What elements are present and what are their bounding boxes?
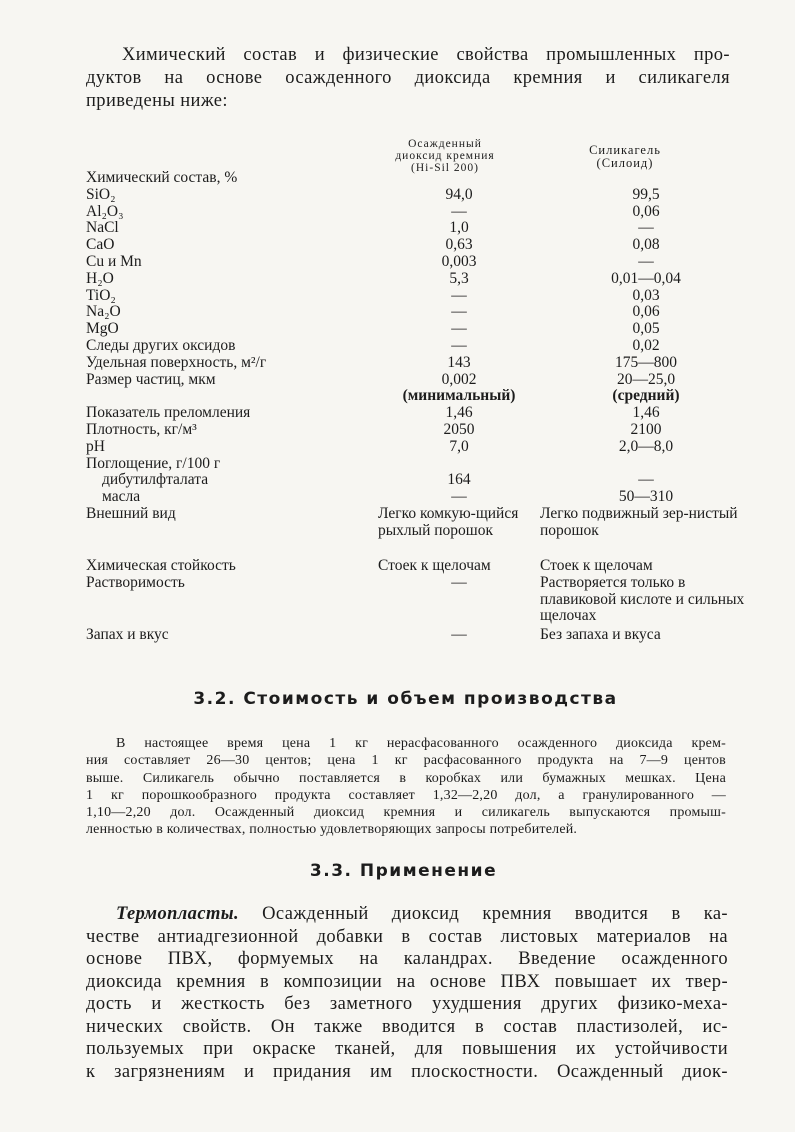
- intro-paragraph: [86, 44, 730, 113]
- table-row: [86, 220, 752, 237]
- text-line: [86, 903, 728, 926]
- value-precipitated-silica: 7,0: [449, 437, 469, 455]
- header-line: Силикагель: [589, 143, 661, 157]
- value-silica-gel: 0,02: [632, 336, 660, 354]
- value-precipitated-silica: —: [451, 625, 467, 643]
- table-row: [86, 575, 752, 627]
- value-precipitated-silica: 143: [447, 353, 471, 371]
- value-silica-gel: —: [638, 471, 654, 489]
- value-precipitated-silica: —: [451, 286, 467, 304]
- value-silica-gel: Без запаха и вкуса: [540, 625, 661, 643]
- table-row: [86, 237, 752, 254]
- value-silica-gel: 50—310: [618, 488, 674, 506]
- property-label: SiO₂: [86, 185, 116, 203]
- table-row: [86, 187, 752, 204]
- text-line: приведены ниже:: [86, 91, 228, 111]
- table-row: [86, 254, 752, 271]
- property-label: Плотность, кг/м³: [86, 420, 197, 438]
- value-silica-gel: 2,0—8,0: [618, 437, 674, 455]
- value-precipitated-silica: —: [451, 320, 467, 338]
- property-label: CaO: [86, 236, 115, 254]
- text-line: дость и жесткость без заметного ухудшения других физико-меха-: [86, 994, 728, 1014]
- property-label: H₂O: [86, 269, 114, 287]
- text-line: к загрязнениям и придания им плоскостности. Осажденный диок-: [86, 1061, 728, 1082]
- text-line: 1 кг порошкообразного продукта составляет 1,32—2,20 дол, а гранулированного —: [86, 787, 726, 803]
- text-line: 1,10—2,20 дол. Осажденный диоксид кремния и силикагель выпускаются промыш-: [86, 805, 726, 821]
- value-precipitated-silica: —: [451, 488, 467, 506]
- property-label: MgO: [86, 320, 119, 338]
- value-silica-gel: 20—25,0: [616, 370, 676, 388]
- table-row: [86, 506, 752, 558]
- table-row: [86, 388, 752, 405]
- property-label: Показатель преломления: [86, 404, 251, 422]
- value-precipitated-silica: —: [451, 573, 467, 591]
- section-title-cost: 3.2. Стоимость и объем производства: [193, 689, 618, 709]
- text-line: В настоящее время цена 1 кг нерасфасованного осажденного диоксида крем-: [116, 736, 726, 751]
- value-precipitated-silica: 0,002: [441, 370, 477, 388]
- value-precipitated-silica: Стоек к щелочам: [378, 556, 491, 574]
- table-row: [86, 372, 752, 389]
- text-line: диоксида кремния в композиции на основе ПВХ повышает их твер-: [86, 971, 728, 992]
- property-label: NaCl: [86, 219, 119, 237]
- text-line: нических свойств. Он также вводится в состав пластизолей, ис-: [86, 1016, 728, 1037]
- value-silica-gel: 0,06: [632, 202, 660, 220]
- table-row: [86, 422, 752, 439]
- value-silica-gel: 0,05: [632, 320, 660, 338]
- text-line: Химический состав и физические свойства промышленных про-: [122, 45, 730, 65]
- table-row: [86, 204, 752, 221]
- value-silica-gel: Легко подвижный зер-нистый порошок: [540, 504, 738, 539]
- value-silica-gel: 0,03: [632, 286, 660, 304]
- value-precipitated-silica: —: [451, 303, 467, 321]
- text-line: выше. Силикагель обычно поставляется в коробках или бумажных мешках. Цена: [86, 770, 726, 786]
- value-silica-gel: 175—800: [615, 353, 677, 371]
- table-row: [86, 304, 752, 321]
- text-line: ленностью в количествах, полностью удовлетворяющих запросы потребителей.: [86, 822, 578, 838]
- table-row: [86, 439, 752, 456]
- value-precipitated-silica: [378, 456, 540, 473]
- text-line: ния составляет 26—30 центов; цена 1 кг расфасованного продукта на 7—9 центов: [86, 753, 726, 769]
- text-line: пользуемых при окраске тканей, для повышения их устойчивости: [86, 1039, 728, 1059]
- property-label: Na₂O: [86, 303, 121, 321]
- value-silica-gel: (средний): [612, 387, 680, 405]
- table-row: [86, 489, 752, 506]
- value-precipitated-silica: 5,3: [449, 269, 469, 287]
- value-precipitated-silica: 0,003: [441, 252, 477, 270]
- cost-paragraph: [86, 735, 726, 839]
- table-row: [86, 472, 752, 489]
- header-line: (Силоид): [596, 156, 654, 170]
- table-row: [86, 405, 752, 422]
- table-row: [86, 456, 752, 473]
- value-silica-gel: Растворяется только в плавиковой кислоте и сильных щелочах: [540, 573, 745, 625]
- value-silica-gel: 0,08: [632, 236, 660, 254]
- property-label: дибутилфталата: [102, 471, 209, 489]
- property-label: TiO₂: [86, 286, 116, 304]
- header-line: (Hi-Sil 200): [411, 162, 479, 174]
- text-line: основе ПВХ, формуемых на каландрах. Введение осажденного: [86, 949, 728, 969]
- table-row: [86, 627, 752, 644]
- value-silica-gel: 0,01—0,04: [611, 269, 681, 287]
- column-header-precipitated-silica: [370, 138, 520, 174]
- table-row: [86, 355, 752, 372]
- property-label: Химическая стойкость: [86, 556, 236, 574]
- header-line: Осажденный: [408, 138, 482, 150]
- value-precipitated-silica: [378, 170, 540, 187]
- value-silica-gel: [540, 170, 752, 187]
- property-label: Запах и вкус: [86, 625, 169, 643]
- run-in-term: Термопласты.: [116, 904, 239, 924]
- table-row: [86, 338, 752, 355]
- header-line: диоксид кремния: [395, 150, 495, 162]
- value-silica-gel: 1,46: [632, 404, 660, 422]
- property-label: Поглощение, г/100 г: [86, 454, 221, 472]
- table-row: [86, 558, 752, 575]
- value-precipitated-silica: —: [451, 202, 467, 220]
- table-row: [86, 321, 752, 338]
- property-label: [86, 388, 378, 405]
- property-label: Химический состав, %: [86, 169, 238, 186]
- properties-table: [86, 170, 752, 644]
- table-row: [86, 170, 752, 187]
- value-precipitated-silica: 1,0: [449, 219, 469, 237]
- value-silica-gel: Стоек к щелочам: [540, 556, 653, 574]
- property-label: Растворимость: [86, 573, 185, 591]
- text-line: честве антиадгезионной добавки в состав листовых материалов на: [86, 926, 728, 947]
- property-label: pH: [86, 437, 105, 455]
- property-label: Следы других оксидов: [86, 336, 236, 354]
- property-label: Cu и Mn: [86, 252, 142, 270]
- application-paragraph: [86, 903, 728, 1083]
- property-label: Внешний вид: [86, 504, 176, 522]
- value-precipitated-silica: —: [451, 336, 467, 354]
- value-silica-gel: —: [638, 219, 654, 237]
- value-precipitated-silica: 1,46: [445, 404, 473, 422]
- value-precipitated-silica: 0,63: [445, 236, 473, 254]
- section-title-application: 3.3. Применение: [309, 861, 498, 881]
- text-line: дуктов на основе осажденного диоксида кремния и силикагеля: [86, 68, 730, 88]
- property-label: Размер частиц, мкм: [86, 370, 216, 388]
- value-silica-gel: —: [638, 252, 654, 270]
- property-label: масла: [102, 488, 141, 506]
- value-precipitated-silica: (минимальный): [402, 387, 516, 405]
- property-label: Удельная поверхность, м²/г: [86, 353, 267, 371]
- property-label: Al₂O₃: [86, 202, 124, 220]
- column-header-silica-gel: [560, 144, 690, 170]
- value-precipitated-silica: 164: [447, 471, 471, 489]
- value-precipitated-silica: 94,0: [445, 185, 473, 203]
- value-precipitated-silica: Легко комкую-щийся рыхлый порошок: [378, 504, 519, 539]
- line-text: Осажденный диоксид кремния вводится в ка-: [262, 904, 728, 924]
- value-silica-gel: [540, 456, 752, 473]
- value-silica-gel: 2100: [630, 420, 662, 438]
- table-row: [86, 288, 752, 305]
- table-row: [86, 271, 752, 288]
- value-silica-gel: 99,5: [632, 185, 660, 203]
- value-silica-gel: 0,06: [632, 303, 660, 321]
- value-precipitated-silica: 2050: [443, 420, 475, 438]
